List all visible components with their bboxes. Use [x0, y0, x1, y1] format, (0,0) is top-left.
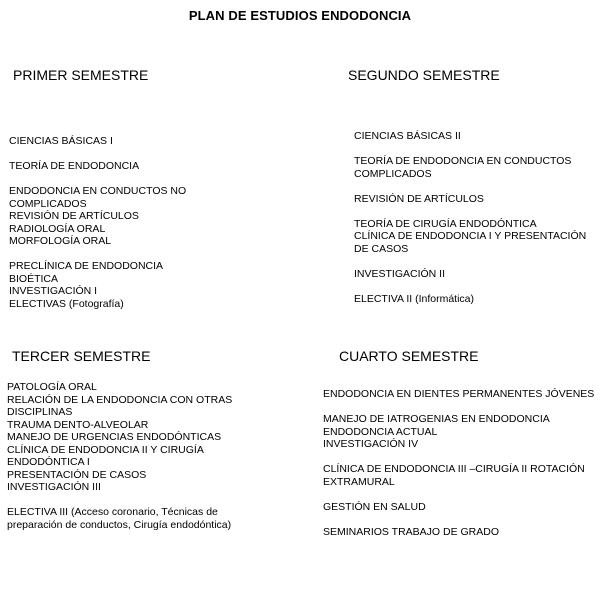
spacer — [354, 143, 586, 156]
course-line: ELECTIVA III (Acceso coronario, Técnicas de — [7, 506, 218, 518]
course-line: ENDODONCIA ACTUAL — [323, 425, 438, 438]
course-line: PRESENTACIÓN DE CASOS — [7, 468, 147, 481]
course-line: EXTRAMURAL — [323, 475, 395, 488]
semester-3-course-list — [7, 381, 232, 531]
semester-4-heading: CUARTO SEMESTRE — [339, 348, 479, 364]
course-line: BIOÉTICA — [9, 272, 59, 285]
semester-1-course-list — [9, 135, 186, 310]
course-line: DISCIPLINAS — [7, 406, 73, 418]
course-line: DE CASOS — [354, 242, 409, 255]
course-line: CLÍNICA DE ENDODONCIA I Y PRESENTACIÓN — [354, 230, 587, 242]
course-line: CLÍNICA DE ENDODONCIA II Y CIRUGÍA — [7, 443, 204, 456]
course-line: CIENCIAS BÁSICAS II — [354, 130, 461, 142]
spacer — [354, 280, 586, 293]
course-line: TEORÍA DE ENDODONCIA EN CONDUCTOS — [354, 155, 572, 167]
course-line: TRAUMA DENTO-ALVEOLAR — [7, 418, 149, 431]
spacer — [323, 513, 594, 526]
course-line: RELACIÓN DE LA ENDODONCIA CON OTRAS — [7, 393, 233, 406]
course-line: TEORÍA DE ENDODONCIA — [9, 160, 140, 172]
spacer — [354, 205, 586, 218]
semester-1-heading: PRIMER SEMESTRE — [13, 67, 149, 83]
page-title: PLAN DE ESTUDIOS ENDODONCIA — [188, 8, 412, 23]
course-line: REVISIÓN DE ARTÍCULOS — [354, 192, 484, 205]
semester-2-course-list — [354, 130, 586, 305]
spacer — [7, 494, 232, 507]
course-line: GESTIÓN EN SALUD — [323, 500, 426, 513]
spacer — [354, 255, 586, 268]
course-line: CIENCIAS BÁSICAS I — [9, 135, 113, 147]
semester-3-heading: TERCER SEMESTRE — [12, 348, 151, 364]
course-line: INVESTIGACIÓN IV — [323, 438, 419, 450]
spacer — [9, 173, 186, 186]
course-line: COMPLICADOS — [354, 167, 432, 180]
course-line: ENDODONCIA EN CONDUCTOS NO — [9, 185, 187, 197]
spacer — [354, 180, 586, 193]
course-line: SEMINARIOS TRABAJO DE GRADO — [323, 525, 500, 538]
course-line: MANEJO DE URGENCIAS ENDODÓNTICAS — [7, 431, 222, 443]
spacer — [9, 148, 186, 161]
course-line: MANEJO DE IATROGENIAS EN ENDODONCIA — [323, 413, 550, 425]
course-line: INVESTIGACIÓN II — [354, 267, 446, 280]
course-line: ELECTIVA II (Informática) — [354, 292, 475, 305]
course-line: INVESTIGACIÓN III — [7, 481, 101, 493]
course-line: TEORÍA DE CIRUGÍA ENDODÓNTICA — [354, 217, 537, 230]
semester-2-heading: SEGUNDO SEMESTRE — [348, 67, 500, 83]
spacer — [9, 248, 186, 261]
course-line: RADIOLOGÍA ORAL — [9, 222, 106, 235]
spacer — [323, 451, 594, 464]
course-line: preparación de conductos, Cirugía endodóntica) — [7, 518, 232, 531]
course-line: COMPLICADOS — [9, 197, 87, 210]
course-line: MORFOLOGÍA ORAL — [9, 235, 112, 247]
course-line: PATOLOGÍA ORAL — [7, 381, 97, 393]
course-line: REVISIÓN DE ARTÍCULOS — [9, 210, 139, 222]
course-line: INVESTIGACIÓN I — [9, 285, 98, 297]
course-line: CLÍNICA DE ENDODONCIA III –CIRUGÍA II ROTACIÓN — [323, 463, 585, 475]
semester-4-course-list — [323, 388, 594, 538]
course-line: ELECTIVAS (Fotografía) — [9, 297, 124, 310]
course-line: PRECLÍNICA DE ENDODONCIA — [9, 260, 164, 272]
spacer — [323, 488, 594, 501]
course-line: ENDODONCIA EN DIENTES PERMANENTES JÓVENES — [323, 388, 595, 400]
spacer — [323, 401, 594, 414]
course-line: ENDODÓNTICA I — [7, 456, 90, 468]
